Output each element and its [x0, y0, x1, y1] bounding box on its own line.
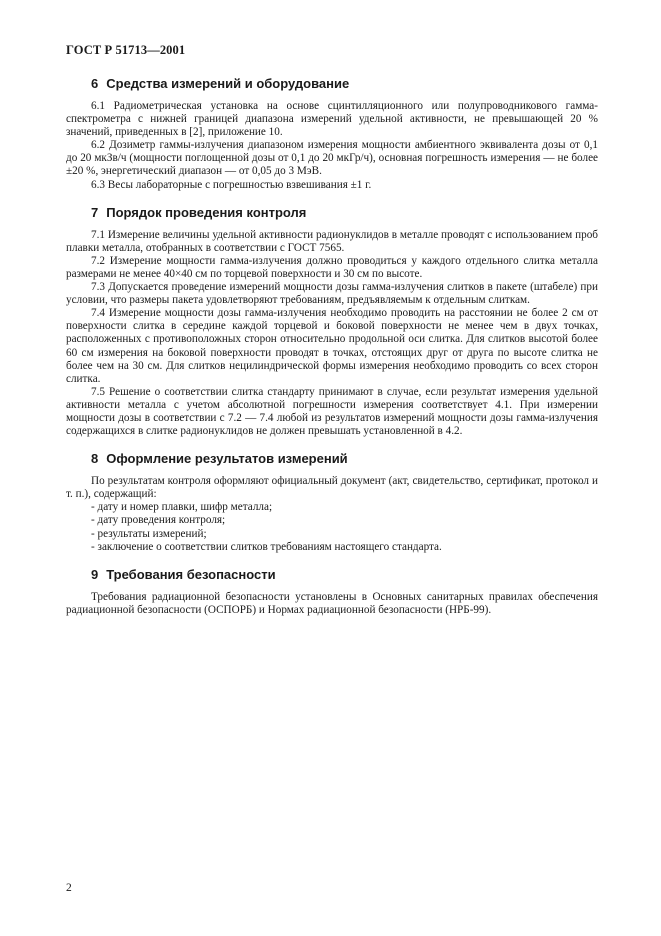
section-6-number: 6 — [91, 76, 99, 91]
document-header: ГОСТ Р 51713—2001 — [66, 43, 186, 57]
paragraph-7-5: 7.5 Решение о соответствии слитка стандарту принимают в случае, если результат измерения удельной активности металла с учетом абсолютной погрешности измерения соответствует 4.1. При измерении мощности дозы в соответствии с 7.2 — 7.4 любой из результатов измерений мощности дозы гамма-излучения содержащихся в слитке радионуклидов не должен превышать установленной в 4.2. — [66, 385, 598, 438]
paragraph-7-1: 7.1 Измерение величины удельной активности радионуклидов в металле проводят с использованием проб плавки металла, отобранных в соответствии с ГОСТ 7565. — [66, 228, 598, 254]
paragraph-6-3: 6.3 Весы лабораторные с погрешностью взвешивания ±1 г. — [91, 178, 372, 191]
section-7-number: 7 — [91, 204, 99, 220]
section-6 — [66, 76, 598, 192]
page-number: 2 — [66, 882, 72, 894]
section-9-heading — [91, 567, 598, 583]
paragraph-9-1: Требования радиационной безопасности установлены в Основных санитарных правилах обеспечения радиационной безопасности (ОСПОРБ) и Нормах радиационной безопасности (НРБ-99). — [66, 590, 598, 616]
section-8-title: Оформление результатов измерений — [106, 451, 348, 467]
section-6-title: Средства измерений и оборудование — [106, 76, 350, 91]
section-6-heading — [91, 76, 598, 92]
list-item: - дату проведения контроля; — [91, 514, 226, 527]
section-8-heading — [91, 451, 598, 467]
section-7-title: Порядок проведения контроля — [106, 204, 307, 220]
paragraph-7-2: 7.2 Измерение мощности гамма-излучения должно проводиться у каждого отдельного слитка металла размерами не менее 40×40 см по торцевой поверхности и 30 см по высоте. — [66, 254, 598, 280]
paragraph-7-4: 7.4 Измерение мощности дозы гамма-излучения необходимо проводить на расстоянии не более 2 см от поверхности слитка в середине каждой торцевой и боковой поверхности не менее чем в двух точках, расположенных с противоположных сторон относительно продольной оси слитка. Для слитков высотой более 60 см измерения на боковой поверхности проводят в точках, отстоящих друг от друга по высоте слитка не более чем на 30 см. Для слитков нецилиндрической формы измерения необходимо проводить со всех сторон слитка. — [66, 307, 598, 385]
section-8-intro: По результатам контроля оформляют официальный документ (акт, свидетельство, сертификат, протокол и т. п.), содержащий: — [66, 475, 598, 501]
paragraph-6-2: 6.2 Дозиметр гаммы-излучения диапазоном измерения мощности амбиентного эквивалента дозы от 0,1 до 20 мкЗв/ч (мощности поглощенной дозы от 0,1 до 20 мкГр/ч), основная погрешность измерения — не более ±20 %, энергетический диапазон — от 0,05 до 3 МэВ. — [66, 139, 598, 178]
list-item: - результаты измерений; — [91, 527, 207, 540]
section-7 — [66, 205, 598, 439]
paragraph-6-1: 6.1 Радиометрическая установка на основе сцинтилляционного или полупроводникового гамма-спектрометра с нижней границей диапазона измерений удельной активности, не превышающей 20 % значений, приведенных в [2], приложение 10. — [66, 100, 598, 139]
section-9 — [66, 567, 598, 617]
paragraph-7-3: 7.3 Допускается проведение измерений мощности дозы гамма-излучения слитков в пакете (штабеле) при условии, что размеры пакета удовлетворяют требованиям, предъявляемым к отдельным слиткам. — [66, 281, 598, 307]
list-item: - дату и номер плавки, шифр металла; — [91, 501, 273, 514]
section-8-number: 8 — [91, 451, 99, 467]
document-body — [66, 76, 598, 617]
section-8 — [66, 451, 598, 554]
section-9-title: Требования безопасности — [106, 566, 276, 582]
section-7-heading — [91, 205, 598, 221]
section-9-number: 9 — [91, 566, 99, 582]
list-item: - заключение о соответствии слитков требованиям настоящего стандарта. — [91, 540, 442, 553]
